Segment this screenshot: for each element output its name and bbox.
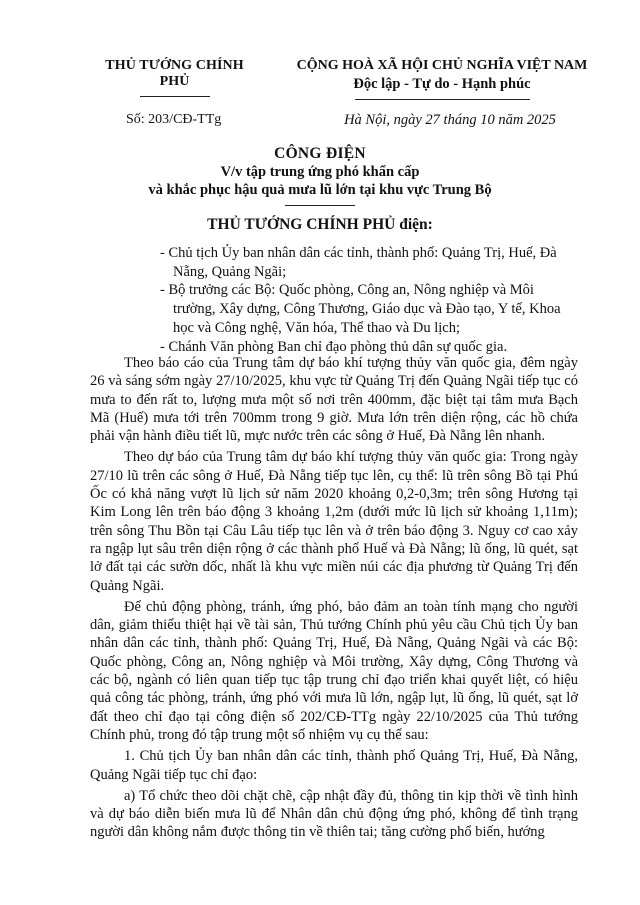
body-paragraph: a) Tổ chức theo dõi chặt chẽ, cập nhật đầy đủ, thông tin kịp thời về tình hình và dự báo diễn biến mưa lũ để Nhân dân chủ động ứng phó, không để tình trạng người dân không nắm được thông tin về thiên tai; tăng cường phổ biến, hướng — [90, 787, 578, 841]
recipient-item: - Chánh Văn phòng Ban chỉ đạo phòng thủ dân sự quốc gia. — [160, 338, 508, 355]
body-paragraph: Theo dự báo của Trung tâm dự báo khí tượng thủy văn quốc gia: Trong ngày 27/10 lũ trên các sông ở Huế, Đà Nẵng tiếp tục lên, cụ thể: lũ trên sông Bồ tại Phú Ốc có khả năng vượt lũ lịch sử năm 2020 khoảng 0,2-0,3m; trên sông Hương tại Kim Long lên trên báo động 3 khoảng 1,2m (dưới mức lũ lịch sử khoảng 1,11m); trên sông Thu Bồn tại Câu Lâu tiếp tục lên và ở trên báo động 3. Nguy cơ cao xảy ra ngập lụt sâu trên diện rộng ở các thành phố Huế và Đà Nẵng; lũ ống, lũ quét, sạt lở đất tại các sườn dốc, nhất là khu vực miền núi các địa phương từ Quảng Trị đến Quảng Ngãi. — [90, 449, 578, 594]
body-paragraph: 1. Chủ tịch Ủy ban nhân dân các tỉnh, thành phố Quảng Trị, Huế, Đà Nẵng, Quảng Ngãi tiếp tục chỉ đạo: — [90, 748, 578, 783]
sender-line: THỦ TƯỚNG CHÍNH PHỦ điện: — [207, 216, 433, 233]
issuing-agency: THỦ TƯỚNG CHÍNH PHỦ — [105, 58, 244, 89]
subject-line-2: và khắc phục hậu quả mưa lũ lớn tại khu vực Trung Bộ — [148, 182, 492, 198]
title-block — [80, 145, 560, 206]
body-paragraph: Theo báo cáo của Trung tâm dự báo khí tượng thủy văn quốc gia, đêm ngày 26 và sáng sớm ngày 27/10/2025, khu vực từ Quảng Trị đến Quảng Ngãi tiếp tục có mưa to đến rất to, lượng mưa một số nơi trên 400mm, đặc biệt tại tâm mưa Bạch Mã (Huế) mưa tới trên 700mm trong 9 giờ. Mưa lớn trên diện rộng, các hồ chứa phải vận hành điều tiết lũ, mực nước trên các sông ở Huế, Đà Nẵng lên nhanh. — [90, 355, 578, 445]
national-header — [283, 58, 601, 100]
title-underline — [285, 205, 355, 206]
agency-underline — [140, 96, 210, 97]
agency-header — [92, 58, 257, 97]
motto-underline — [355, 99, 530, 100]
subject-line-1: V/v tập trung ứng phó khẩn cấp — [220, 164, 420, 180]
document-body — [90, 354, 578, 845]
document-type: CÔNG ĐIỆN — [274, 145, 366, 162]
recipient-item: - Bộ trưởng các Bộ: Quốc phòng, Công an, Nông nghiệp và Môi trường, Xây dựng, Công Thương, Giáo dục và Đào tạo, Y tế, Khoa học và Công nghệ, Văn hóa, Thể thao và Du lịch; — [160, 282, 561, 336]
national-motto: Độc lập - Tự do - Hạnh phúc — [353, 76, 531, 92]
recipient-item: - Chủ tịch Ủy ban nhân dân các tỉnh, thành phố: Quảng Trị, Huế, Đà Nẵng, Quảng Ngãi; — [160, 245, 557, 280]
country-name: CỘNG HOÀ XÃ HỘI CHỦ NGHĨA VIỆT NAM — [296, 58, 588, 73]
body-paragraph: Để chủ động phòng, tránh, ứng phó, bảo đảm an toàn tính mạng cho người dân, giảm thiểu thiệt hại về tài sản, Thủ tướng Chính phủ yêu cầu Chủ tịch Ủy ban nhân dân các tỉnh, thành phố: Quảng Trị, Huế, Đà Nẵng, Quảng Ngãi và các Bộ: Quốc phòng, Công an, Nông nghiệp và Môi trường, Xây dựng, Công Thương và các bộ, ngành có liên quan tiếp tục tập trung chỉ đạo triển khai quyết liệt, có hiệu quả công tác phòng, tránh, ứng phó với mưa lũ lớn, ngập lụt, lũ ống, lũ quét, sạt lở đất theo chỉ đạo tại công điện số 202/CĐ-TTg ngày 22/10/2025 của Thủ tướng Chính phủ, trong đó tập trung một số nhiệm vụ cụ thể sau: — [90, 598, 578, 743]
document-date: Hà Nội, ngày 27 tháng 10 năm 2025 — [344, 112, 556, 128]
document-number: Số: 203/CĐ-TTg — [126, 112, 222, 127]
recipient-list — [160, 244, 580, 356]
